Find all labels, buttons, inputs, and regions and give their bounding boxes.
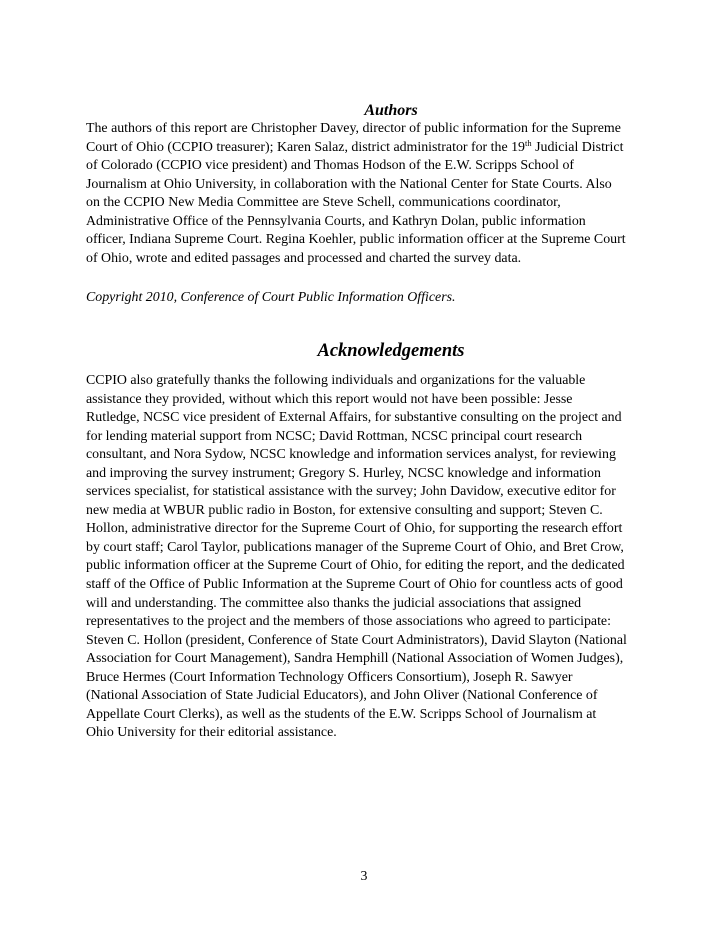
- acknowledgements-line: assistance they provided, without which this report would not have been possible: Jesse: [86, 391, 573, 407]
- acknowledgements-line: Ohio University for their editorial assistance.: [86, 725, 337, 741]
- acknowledgements-line: Association for Court Management), Sandra Hemphill (National Association of Women Judges),: [86, 651, 624, 667]
- acknowledgements-line: Bruce Hermes (Court Information Technology Officers Consortium), Joseph R. Sawyer: [86, 669, 573, 685]
- authors-line: Journalism at Ohio University, in collaboration with the National Center for State Courts. Also: [86, 176, 612, 192]
- acknowledgements-line: consultant, and Nora Sydow, NCSC knowledge and information services analyst, for reviewing: [86, 447, 616, 463]
- acknowledgements-line: new media at WBUR public radio in Boston, for extensive consulting and support; Steven C.: [86, 502, 603, 518]
- acknowledgements-line: Appellate Court Clerks), as well as the students of the E.W. Scripps School of Journalism at: [86, 706, 597, 722]
- acknowledgements-line: by court staff; Carol Taylor, publications manager of the Supreme Court of Ohio, and Bret Crow,: [86, 539, 624, 555]
- acknowledgements-line: CCPIO also gratefully thanks the following individuals and organizations for the valuable: [86, 373, 586, 388]
- acknowledgements-line: and improving the survey instrument; Gregory S. Hurley, NCSC knowledge and information: [86, 465, 601, 481]
- authors-heading: Authors: [364, 102, 418, 119]
- acknowledgements-line: Hollon, administrative director for the Supreme Court of Ohio, for supporting the research effort: [86, 521, 623, 537]
- authors-line: [86, 139, 660, 158]
- authors-line: of Colorado (CCPIO vice president) and Thomas Hodson of the E.W. Scripps School of: [86, 158, 575, 174]
- acknowledgements-line: for lending material support from NCSC; David Rottman, NCSC principal court research: [86, 428, 583, 444]
- authors-paragraph: [86, 120, 660, 268]
- acknowledgements-line: public information officer at the Supreme Court of Ohio, for editing the report, and the dedicated: [86, 558, 625, 574]
- authors-line: The authors of this report are Christopher Davey, director of public information for the Supreme: [86, 121, 621, 136]
- authors-line: officer, Indiana Supreme Court. Regina Koehler, public information officer at the Supreme Court: [86, 232, 626, 248]
- authors-line: Administrative Office of the Pennsylvania Courts, and Kathryn Dolan, public information: [86, 213, 586, 229]
- page-number: 3: [360, 869, 368, 884]
- acknowledgements-heading: Acknowledgements: [317, 341, 465, 361]
- acknowledgements-line: Rutledge, NCSC vice president of External Affairs, for substantive consulting on the project and: [86, 410, 622, 426]
- authors-line: on the CCPIO New Media Committee are Steve Schell, communications coordinator,: [86, 195, 561, 211]
- acknowledgements-line: Steven C. Hollon (president, Conference of State Court Administrators), David Slayton (National: [86, 632, 627, 648]
- acknowledgements-paragraph: [86, 372, 660, 743]
- copyright-notice: Copyright 2010, Conference of Court Public Information Officers.: [86, 290, 456, 305]
- authors-line: of Ohio, wrote and edited passages and processed and charted the survey data.: [86, 250, 522, 266]
- authors-line-text: Court of Ohio (CCPIO treasurer); Karen Salaz, district administrator for the 19: [86, 139, 525, 155]
- acknowledgements-line: will and understanding. The committee also thanks the judicial associations that assigned: [86, 595, 582, 611]
- authors-line-text: Judicial District: [531, 139, 624, 155]
- acknowledgements-line: staff of the Office of Public Information at the Supreme Court of Ohio for countless acts of good: [86, 577, 623, 593]
- ordinal-superscript: th: [525, 137, 532, 148]
- acknowledgements-line: (National Association of State Judicial Educators), and John Oliver (National Conference of: [86, 688, 598, 704]
- acknowledgements-line: representatives to the project and the members of those associations who agreed to participate:: [86, 614, 611, 630]
- acknowledgements-line: services specialist, for statistical assistance with the survey; John Davidow, executive editor for: [86, 484, 616, 500]
